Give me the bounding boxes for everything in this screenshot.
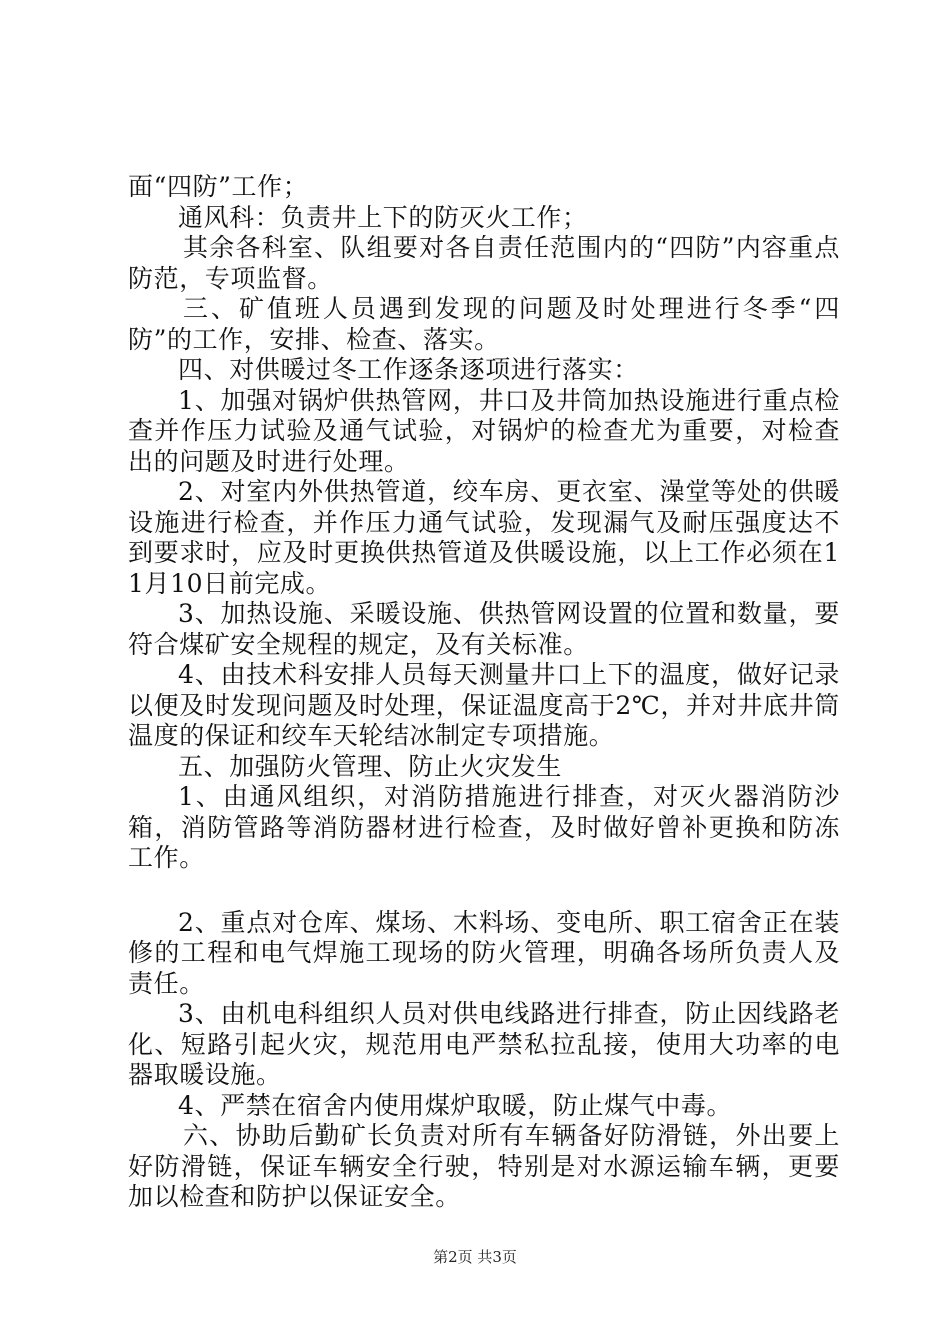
paragraph-section-4: 四、对供暖过冬工作逐条逐项进行落实： (178, 355, 639, 384)
paragraph-4-item-1: 1、加强对锅炉供热管网，井口及井筒加热设施进行重点检查并作压力试验及通气试验，对锅炉的检查尤为重要，对检查出的问题及时进行处理。 (128, 385, 840, 476)
paragraph-4-item-3: 3、加热设施、采暖设施、供热管网设置的位置和数量，要符合煤矿安全规程的规定，及有关标准。 (128, 599, 840, 659)
paragraph-4-item-4: 4、由技术科安排人员每天测量井口上下的温度，做好记录以便及时发现问题及时处理，保证温度高于2℃，并对井底井筒温度的保证和绞车天轮结冰制定专项措施。 (128, 660, 840, 750)
paragraph-ventilation-dept: 通风科：负责井上下的防灭火工作； (178, 202, 588, 232)
paragraph-5-item-1: 1、由通风组织，对消防措施进行排查，对灭火器消防沙箱，消防管路等消防器材进行检查，及时做好曾补更换和防冻工作。 (128, 782, 840, 872)
paragraph-other-depts: 其余各科室、队组要对各自责任范围内的“四防”内容重点防范，专项监督。 (128, 233, 840, 293)
paragraph-5-item-3: 3、由机电科组织人员对供电线路进行排查，防止因线路老化、短路引起火灾，规范用电严禁私拉乱接，使用大功率的电器取暖设施。 (128, 999, 840, 1089)
paragraph-5-item-2: 2、重点对仓库、煤场、木料场、变电所、职工宿舍正在装修的工程和电气焊施工现场的防火管理，明确各场所负责人及责任。 (128, 907, 840, 998)
paragraph-section-5: 五、加强防火管理、防止火灾发生 (178, 751, 563, 781)
paragraph-5-item-4: 4、严禁在宿舍内使用煤炉取暖，防止煤气中毒。 (178, 1090, 733, 1120)
paragraph-section-6: 六、协助后勤矿长负责对所有车辆备好防滑链，外出要上好防滑链，保证车辆安全行驶，特别是对水源运输车辆，更要加以检查和防护以保证安全。 (128, 1121, 840, 1211)
page-number-footer: 第2页 共3页 (433, 1248, 517, 1266)
document-body (128, 172, 840, 1213)
paragraph-4-item-2: 2、对室内外供热管道，绞车房、更衣室、澡堂等处的供暖设施进行检查，并作压力通气试验，发现漏气及耐压强度达不到要求时，应及时更换供热管道及供暖设施，以上工作必须在11月10日前完成。 (128, 477, 840, 598)
paragraph-section-3: 三、矿值班人员遇到发现的问题及时处理进行冬季“四防”的工作，安排、检查、落实。 (128, 294, 840, 354)
paragraph-continuation: 面“四防”工作； (128, 172, 309, 201)
